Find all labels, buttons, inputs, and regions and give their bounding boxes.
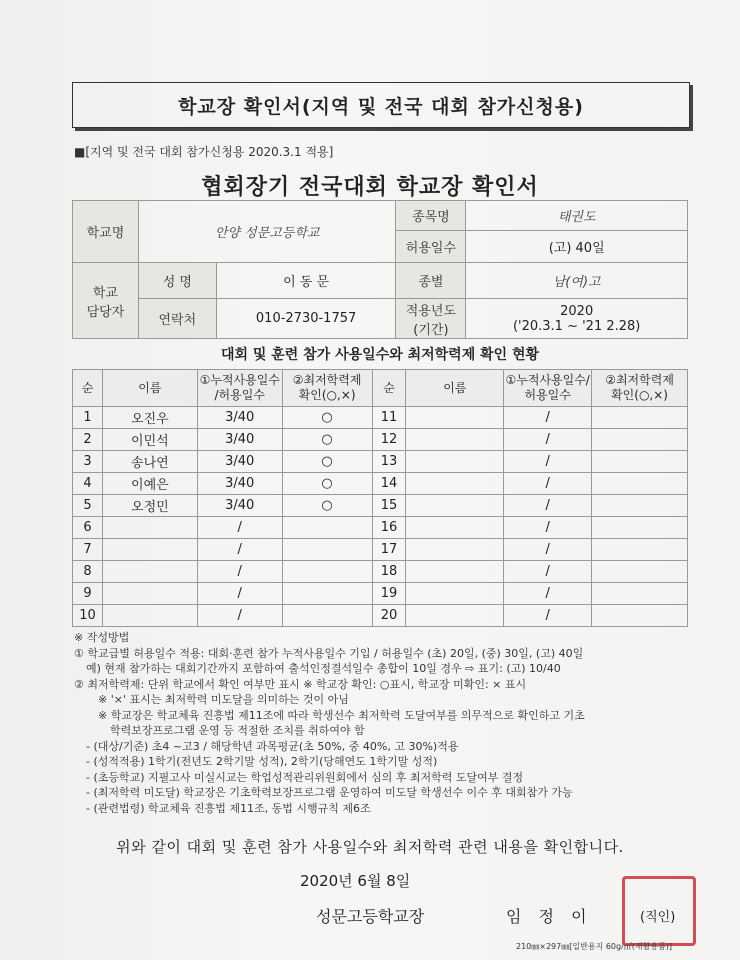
table-header-row [73,370,688,407]
row-check: ○ [282,451,372,473]
row-no: 14 [372,473,406,495]
row-no: 8 [73,561,103,583]
row-check [282,517,372,539]
school-info-table [72,200,688,339]
row-days: 3/40 [197,407,282,429]
row-name [406,451,504,473]
year-value: 2020 [560,303,594,319]
row-no: 16 [372,517,406,539]
row-days: / [504,429,592,451]
table-row [73,605,688,627]
row-days: / [504,407,592,429]
manager-label-line2: 담당자 [86,304,125,320]
row-check [592,429,688,451]
contact-label: 연락처 [138,299,216,339]
school-name-label: 학교명 [73,201,139,263]
row-no: 7 [73,539,103,561]
note-7: - (초등학교) 지필고사 미실시교는 학업성적관리위원회에서 심의 후 최저학력 도달여부 결정 [86,770,524,784]
col-days-left-line1: ①누적사용일수 [199,373,280,387]
form-version-line: ■[지역 및 전국 대회 참가신청용 2020.3.1 적용] [74,145,334,159]
row-check [282,539,372,561]
paper-spec: 210㎜×297㎜[일반용지 60g/㎡(재활용품)] [516,942,673,951]
row-no: 11 [372,407,406,429]
table-row [73,539,688,561]
row-name [406,473,504,495]
col-grade-left-line2: 확인(○,×) [298,388,356,402]
row-days: / [197,583,282,605]
row-days: 3/40 [197,473,282,495]
row-check [592,539,688,561]
row-no: 20 [372,605,406,627]
manager-name-label: 성 명 [138,263,216,299]
row-days: / [504,561,592,583]
row-check [592,407,688,429]
row-no: 10 [73,605,103,627]
col-grade-right-line1: ②최저학력제 [605,373,674,387]
row-name [406,605,504,627]
table-row [73,517,688,539]
row-name: 송나연 [102,451,197,473]
note-9: - (관련법령) 학교체육 진흥법 제11조, 동법 시행규칙 제6조 [86,801,371,815]
participants-table [72,369,688,627]
event-value: 태권도 [466,201,688,231]
allowed-days-value: (고) 40일 [466,231,688,263]
col-grade-right [592,370,688,407]
row-days: / [197,605,282,627]
row-days: / [197,561,282,583]
confirmation-text: 위와 같이 대회 및 훈련 참가 사용일수와 최저학력 관련 내용을 확인합니다. [116,838,624,856]
row-days: / [504,517,592,539]
row-days: / [197,517,282,539]
manager-label-line1: 학교 [92,285,118,301]
school-name-value: 안양 성문고등학교 [138,201,396,263]
row-name: 오진우 [102,407,197,429]
year-label-line2: (기간) [413,322,449,338]
row-days: / [197,539,282,561]
row-no: 6 [73,517,103,539]
row-check [592,605,688,627]
row-no: 19 [372,583,406,605]
signer-title: 성문고등학교장 [316,907,425,926]
row-no: 2 [73,429,103,451]
manager-name-value: 이 동 문 [216,263,396,299]
row-name [406,429,504,451]
year-value-cell [466,299,688,339]
row-name: 이민석 [102,429,197,451]
table-row [73,495,688,517]
row-days: / [504,583,592,605]
row-name [406,517,504,539]
row-name [102,583,197,605]
year-label [396,299,466,339]
row-no: 3 [73,451,103,473]
row-no: 12 [372,429,406,451]
row-days: / [504,539,592,561]
note-1b: 예) 현재 참가하는 대회기간까지 포함하여 출석인정결석일수 총합이 10일 경우 ⇨ 표기: (고) 10/40 [86,662,561,675]
note-4: ※ 학교장은 학교체육 진흥법 제11조에 따라 학생선수 최저학력 도달여부를 의무적으로 확인하고 기초 [98,708,585,722]
col-no-right: 순 [372,370,406,407]
row-check [592,473,688,495]
row-check: ○ [282,429,372,451]
document-title: 학교장 확인서(지역 및 전국 대회 참가신청용) [72,82,690,128]
table-row [73,561,688,583]
issue-date: 2020년 6월 8일 [300,872,411,890]
row-check: ○ [282,495,372,517]
note-1: ① 학교급별 허용일수 적용: 대회·훈련 참가 누적사용일수 기입 / 허용일수 (초) 20일, (중) 30일, (고) 40일 [74,646,584,660]
col-days-right-line2: 허용일수 [524,388,571,402]
table-row [73,583,688,605]
col-grade-right-line2: 확인(○,×) [611,388,668,402]
note-6: - (성적적용) 1학기(전년도 2학기말 성적), 2학기(당해연도 1학기말 성적) [86,755,438,768]
row-check [592,517,688,539]
row-no: 13 [372,451,406,473]
table-row [73,407,688,429]
col-name-left: 이름 [102,370,197,407]
row-check: ○ [282,473,372,495]
row-name [102,539,197,561]
row-name: 오정민 [102,495,197,517]
col-days-right-line1: ①누적사용일수/ [505,373,590,387]
row-check [282,561,372,583]
gender-value: 남(여)고 [466,263,688,299]
row-no: 9 [73,583,103,605]
row-days: / [504,495,592,517]
row-check [592,561,688,583]
row-no: 5 [73,495,103,517]
allowed-days-label: 허용일수 [396,231,466,263]
row-days: 3/40 [197,429,282,451]
gender-label: 종별 [396,263,466,299]
row-check [282,605,372,627]
row-days: / [504,605,592,627]
instructions [74,630,694,816]
col-days-left-line2: /허용일수 [214,388,265,402]
contact-value: 010-2730-1757 [216,299,396,339]
table-caption: 대회 및 훈련 참가 사용일수와 최저학력제 확인 현황 [72,341,688,370]
signer-name: 임 정 이 [506,907,593,926]
row-no: 17 [372,539,406,561]
row-name [406,495,504,517]
note-4b: 학력보장프로그램 운영 등 적절한 조치를 취하여야 함 [110,724,365,737]
note-8: - (최저학력 미도달) 학교장은 기초학력보장프로그램 운영하여 미도달 학생선수 이수 후 대회참가 가능 [86,786,573,799]
manager-label [73,263,139,339]
row-check [282,583,372,605]
row-name [406,561,504,583]
row-days: 3/40 [197,451,282,473]
row-days: 3/40 [197,495,282,517]
col-grade-left-line1: ②최저학력제 [292,373,362,387]
row-no: 18 [372,561,406,583]
table-row [73,451,688,473]
col-days-right [504,370,592,407]
row-name [102,605,197,627]
col-name-right: 이름 [406,370,504,407]
year-period: ('20.3.1 ~ '21 2.28) [512,318,641,334]
row-name: 이예은 [102,473,197,495]
notes-heading: ※ 작성방법 [74,631,130,644]
row-no: 4 [73,473,103,495]
row-check [592,495,688,517]
seal-mark: (직인) [640,910,676,925]
table-row [73,473,688,495]
col-days-left [197,370,282,407]
col-no-left: 순 [73,370,103,407]
row-name [102,517,197,539]
note-2: ② 최저학력제: 단위 학교에서 확인 여부만 표시 ※ 학교장 확인: ○표시, 학교장 미확인: × 표시 [74,677,527,691]
row-no: 15 [372,495,406,517]
row-days: / [504,473,592,495]
row-check [592,583,688,605]
row-name [406,583,504,605]
row-name [102,561,197,583]
year-label-line1: 적용년도 [405,303,457,319]
table-row [73,429,688,451]
note-5: - (대상/기준) 초4 ~고3 / 해당학년 과목평균(초 50%, 중 40%, 고 30%)적용 [86,739,459,753]
col-grade-left [282,370,372,407]
row-no: 1 [73,407,103,429]
row-name [406,407,504,429]
row-check: ○ [282,407,372,429]
form-title: 협회장기 전국대회 학교장 확인서 [201,175,539,200]
note-3: ※ '×' 표시는 최저학력 미도달을 의미하는 것이 아님 [98,693,349,706]
row-check [592,451,688,473]
row-name [406,539,504,561]
row-days: / [504,451,592,473]
event-label: 종목명 [396,201,466,231]
